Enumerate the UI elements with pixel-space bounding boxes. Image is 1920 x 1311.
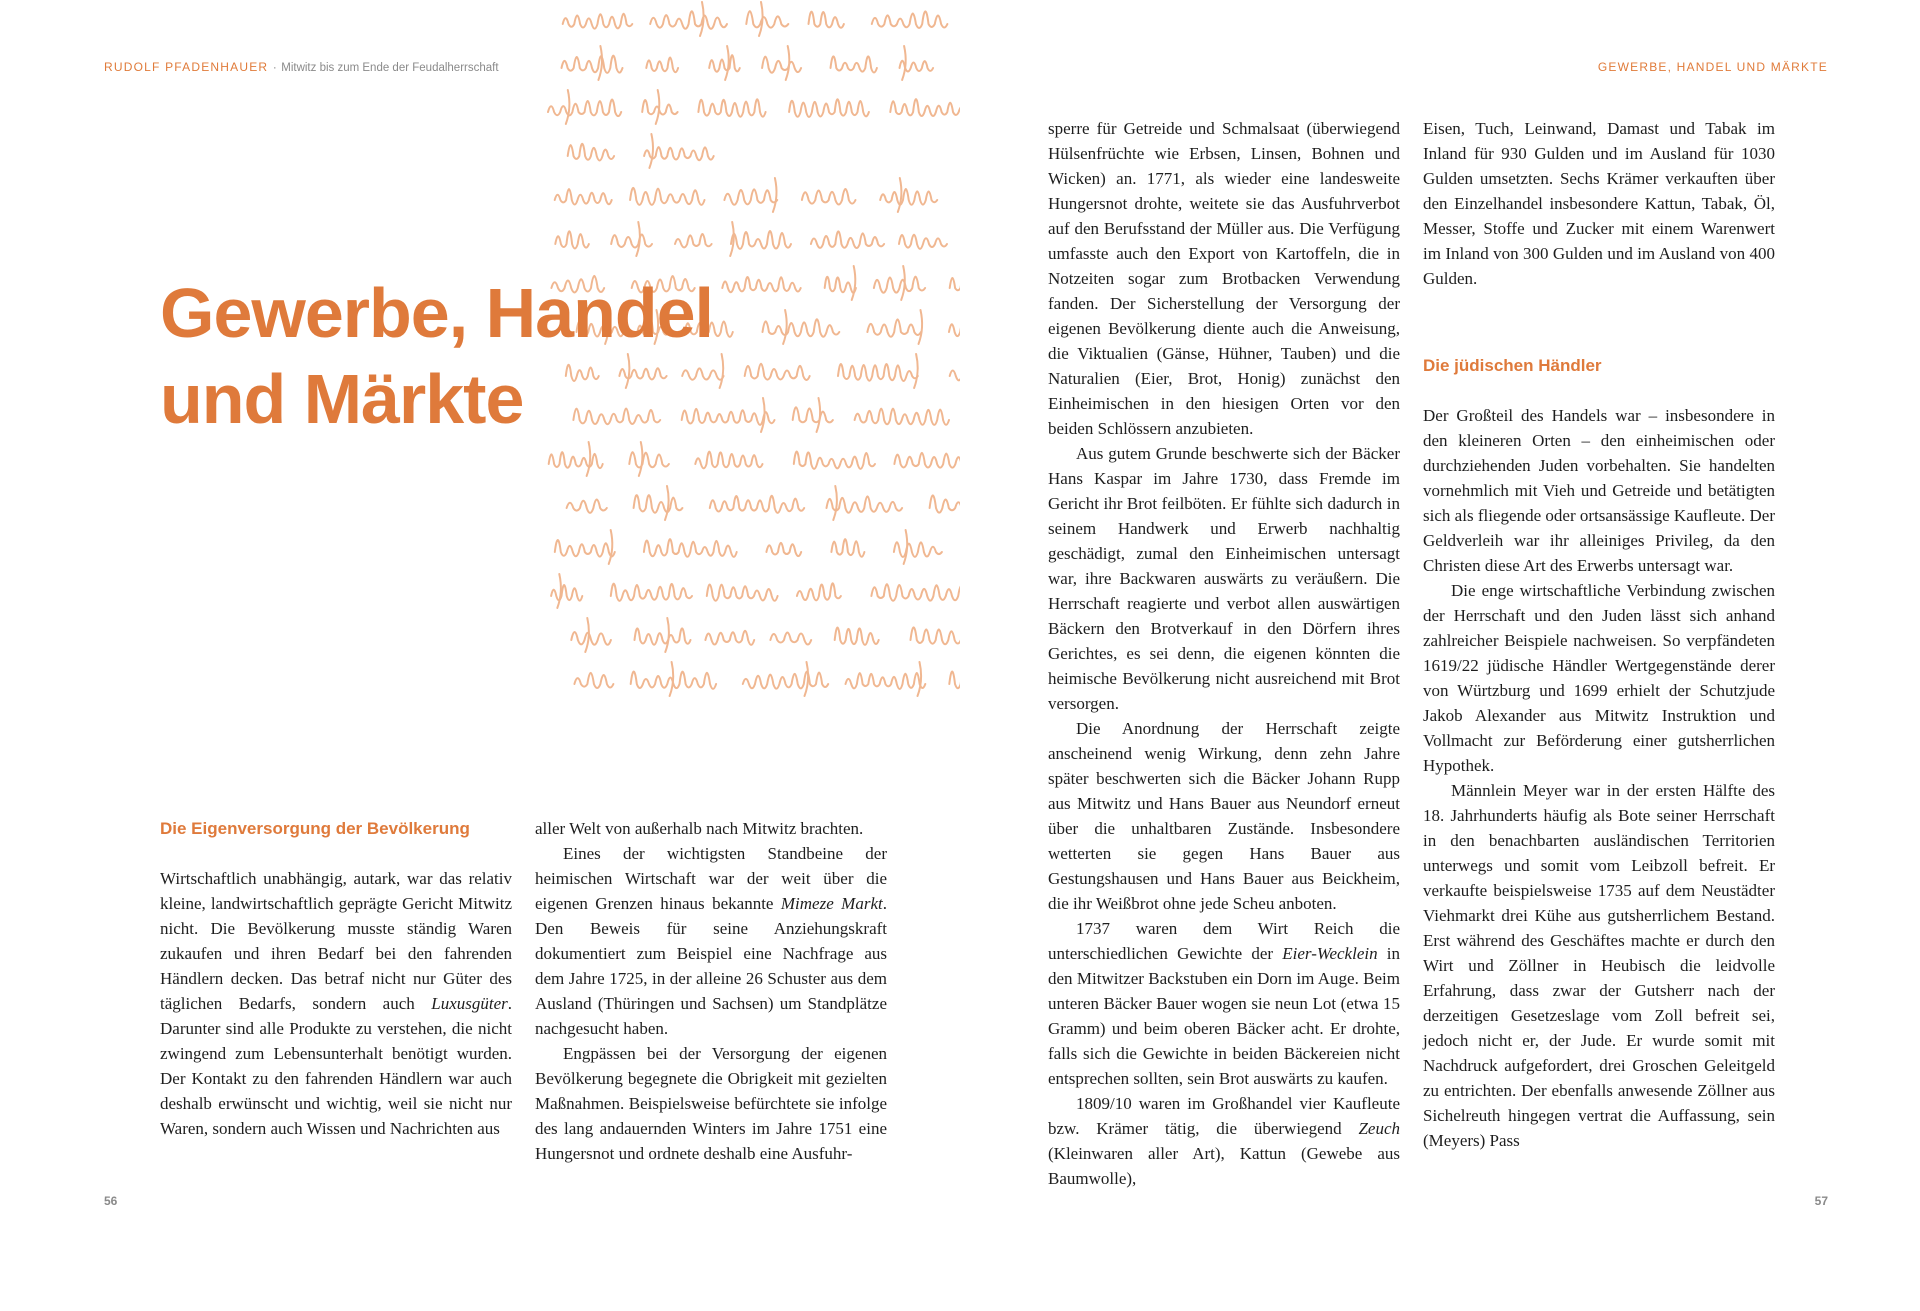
section-heading-juedische-haendler: Die jüdischen Händler [1423,356,1602,375]
handwriting-stroke [766,543,801,556]
handwriting-stroke [695,452,762,469]
handwriting-stroke [825,277,856,293]
right-page [960,0,1920,1311]
handwriting-stroke [646,58,678,73]
handwriting-stroke [574,673,613,688]
handwriting-stroke [838,364,918,381]
handwriting-stroke [746,11,788,28]
handwriting-stroke [731,231,791,249]
handwriting-ascender [759,2,763,36]
handwriting-ascender [761,398,765,432]
handwriting-stroke [563,14,633,29]
handwriting-ascender [665,486,669,520]
handwriting-stroke [899,235,947,249]
paragraph: Die enge wirtschaftliche Verbindung zwischen der Herrschaft und den Juden lässt sich anhand zahlreicher Beispiele nachweisen. So verpfändeten 1619/22 jüdische Händler Wertgegenstände derer von Würtzburg und 1699 erhielt der Schutzjude Jakob Alexander aus Mitwitz Instruktion und Vollmacht zur Beförderung einer gutsherrlichen Hypothek. [1423,581,1775,775]
handwriting-stroke [634,495,683,513]
paragraph: Eisen, Tuch, Leinwand, Damast und Tabak im Inland für 930 Gulden und im Ausland für 1030 Gulden umsetzten. Sechs Krämer verkauften über den Einzelhandel insbesondere Kattun, Tabak, Öl, Messer, Stoffe und Zucker mit einem Warenwert im Inland von 300 Gulden und im Ausland von 400 Gulden. [1423,119,1775,288]
handwriting-stroke [846,673,926,689]
handwriting-stroke [650,11,727,29]
handwriting-stroke [709,55,740,72]
page-number-left: 56 [104,1194,118,1208]
handwriting-ascender [557,574,561,608]
handwriting-stroke [571,632,611,645]
handwriting-stroke [743,672,828,689]
running-head-right: GEWERBE, HANDEL UND MÄRKTE [1597,60,1828,74]
handwriting-stroke [745,364,810,380]
paragraph [1048,1091,1400,1191]
handwriting-stroke [872,11,948,28]
handwriting-stroke [562,56,623,73]
running-head-separator: · [272,62,277,74]
handwriting-stroke [950,275,960,292]
handwriting-ascender [833,486,837,520]
handwriting-stroke [635,628,691,644]
running-head-left [104,60,499,74]
handwriting-stroke [567,499,607,512]
handwriting-stroke [867,319,921,336]
handwriting-stroke [611,584,692,601]
handwriting-ascender [639,442,643,476]
paragraph: sperre für Getreide und Schmalsaat (überwiegend Hülsenfrüchte wie Erbsen, Linsen, Bohnen und Wicken) an. 1771, als wieder eine landesweite Hungersnot drohte, weitete sie das Ausfuhrverbot auf den Berufsstand der Müller aus. Die Verfügung umfasste auch den Export von Kartoffeln, die in Notzeiten sogar zum Brotbacken Verwendung fanden. Der Sicherstellung der Versorgung der eigenen Bevölkerung diente auch die Anweisung, die Viktualien (Gänse, Hühner, Tauben) und die Naturalien (Eier, Brot, Honig) zunächst den Einheimischen in den hiesigen Orten vor den beiden Schlössern anzubieten. [1048,119,1400,438]
handwriting-stroke [811,231,884,248]
text-run: (Kleinwaren aller Art), Kattun (Gewebe aus Baumwolle), [1048,1144,1400,1188]
chapter-title-line-2: und Märkte [160,360,524,438]
page-number-right: 57 [1814,1194,1828,1208]
handwriting-stroke [911,627,961,644]
handwriting-stroke [770,633,811,645]
text-run: Eines der wichtigsten Standbeine der heimischen Wirtschaft war der weit über die eigenen Grenzen hinaus bekannte [535,844,887,913]
handwriting-stroke [880,189,937,205]
emphasis-term: Eier-Wecklein [1282,944,1378,963]
emphasis-term: Zeuch [1358,1119,1400,1138]
handwriting-stroke [611,234,652,247]
paragraph: Die Anordnung der Herrschaft zeigte anscheinend wenig Wirkung, denn zehn Jahre später beschwerten sich die Bäcker Johann Rupp aus Mitwitz und Hans Bauer aus Neundorf erneut über die unhaltbaren Zustände. Insbesondere wetterten sie gegen Hans Bauer aus Gestungshausen und Hans Bauer aus Beickheim, die ihr Weißbrot ohne jede Scheu anboten. [1048,719,1400,913]
handwriting-stroke [724,189,777,204]
handwriting-stroke [855,409,949,425]
handwriting-ascender [725,46,729,80]
handwriting-ascender [904,530,908,564]
text-column-4 [1423,116,1775,1153]
handwriting-stroke [762,57,801,73]
handwriting-stroke [705,631,754,645]
handwriting-stroke [763,319,840,336]
handwriting-stroke [930,495,960,512]
text-run: 1809/10 waren im Großhandel vier Kaufleute bzw. Krämer tätig, die überwiegend [1048,1094,1400,1138]
handwriting-stroke [629,452,669,467]
handwriting-stroke [630,188,704,205]
handwriting-stroke [793,407,833,422]
running-head-book-title: Mitwitz bis zum Ende der Feudalherrschaft [281,62,499,74]
text-run: Wirtschaftlich unabhängig, autark, war das relativ kleine, landwirtschaftlich geprägte Gericht Mitwitz nicht. Die Bevölkerung musste ständig Waren zukaufen und ihren Bedarf bei den fahrenden Händlern decken. Das betraf nicht nur Güter des täglichen Bedarfs, sondern auch [160,869,512,1013]
handwriting-stroke [555,189,612,204]
handwriting-stroke [722,277,800,292]
handwriting-stroke [809,12,844,28]
paragraph [160,866,512,1141]
text-run: 1737 waren dem Wirt Reich die unterschiedlichen Gewichte der [1048,919,1400,963]
handwriting-stroke [871,584,960,601]
handwriting-stroke [794,452,875,469]
paragraph [535,841,887,1041]
chapter-title-line-1: Gewerbe, Handel [160,274,713,352]
handwriting-stroke [644,147,714,160]
handwriting-ascender [898,178,902,212]
handwriting-stroke [707,585,778,601]
handwriting-ascender [636,222,640,256]
emphasis-term: Luxusgüter [431,994,508,1013]
handwriting-stroke [675,234,712,247]
handwriting-stroke [831,56,877,72]
text-run: . Den Beweis für seine Anziehungskraft dokumentiert zum Beispiel eine Nachfrage aus dem Jahre 1725, in der alleine 26 Schuster aus dem Ausland (Thüringen und Sachsen) um Standplätze nachgesucht haben. [535,894,887,1038]
handwriting-stroke [797,583,841,600]
paragraph [1048,916,1400,1091]
text-column-3 [1048,116,1400,1191]
paragraph: Männlein Meyer war in der ersten Hälfte des 18. Jahrhunderts häufig als Bote seiner Herrschaft in den benachbarten ausländischen Territorien unterwegs und somit vom Leibzoll befreit. Er verkaufte beispielsweise 1735 auf dem Neustädter Viehmarkt drei Kühe aus gutsherrlichem Bestand. Erst während des Geschäftes machte er durch den Wirt und Zöllner in Heubisch die leidvolle Erfahrung, dass zwar der Gutsherr nach der derzeitigen Gesetzeslage vom Zoll befreit sei, jedoch nicht er, der Jude. Er wurde somit mit Nachdruck aufgefordert, drei Groschen Geleitgeld zu entrichten. Der ebenfalls anwesende Zöllner aus Sichelreuth hingegen vertrat die Auffassung, sein (Meyers) Pass [1423,781,1775,1150]
section-heading-eigenversorgung: Die Eigenversorgung der Bevölkerung [160,819,470,838]
handwriting-stroke [549,452,603,468]
handwriting-ascender [786,46,790,80]
handwriting-ascender [773,178,777,212]
paragraph: Der Großteil des Handels war – insbesondere in den kleineren Orten – den einheimischen oder durchziehenden Juden vorbehalten. Sie handelten vornehmlich mit Vieh und Getreide und betätigten sich als fliegende oder ortsansässige Kaufleute. Der Geldverleih war ihr alleiniges Privileg, da den Christen diese Art des Erwerbs untersagt war. [1423,406,1775,575]
paragraph: Engpässen bei der Versorgung der eigenen Bevölkerung begegnete die Obrigkeit mit gezielten Maßnahmen. Beispielsweise befürchtete sie infolge des lang andauernden Winters im Jahre 1751 eine Hungersnot und ordnete deshalb eine Ausfuhr- [535,1044,887,1163]
text-run: in den Mitwitzer Backstuben ein Dorn im Auge. Beim unteren Bäcker Bauer wogen sie neun Lot (etwa 15 Gramm) und beim oberen Bäcker acht. Er drohte, falls sich die Gewichte in beiden Bäckereien nicht entsprechen sollten, sein Brot auswärts zu kaufen. [1048,944,1400,1088]
handwriting-ascender [817,398,821,432]
handwriting-ascender [783,310,787,344]
handwriting-stroke [950,364,960,381]
handwriting-stroke [551,585,582,601]
handwriting-stroke [949,321,960,337]
handwriting-stroke [568,144,614,161]
handwriting-stroke [802,189,856,204]
handwriting-stroke [555,540,615,557]
handwriting-ascender [566,90,570,124]
handwriting-ascender [720,354,724,388]
text-column-2 [535,816,887,1166]
handwriting-ascender [852,266,856,300]
text-column-1 [160,816,512,1141]
handwriting-stroke [548,100,621,117]
handwriting-ascender [665,618,669,652]
handwriting-ascender [914,354,918,388]
handwriting-stroke [698,99,765,116]
running-head-author: RUDOLF PFADENHAUER [104,60,269,74]
handwriting-stroke [555,231,589,248]
handwriting-stroke [874,277,925,293]
handwriting-stroke [831,539,864,557]
emphasis-term: Mimeze Markt [780,894,883,913]
handwriting-stroke [644,539,737,557]
handwriting-stroke [890,99,960,117]
handwriting-stroke [894,453,960,468]
handwriting-stroke [894,542,942,557]
handwriting-ascender [919,310,923,344]
paragraph: aller Welt von außerhalb nach Mitwitz brachten. [535,819,864,838]
handwriting-ascender [649,134,653,168]
handwriting-ascender [587,442,591,476]
handwriting-stroke [835,628,879,645]
handwriting-stroke [710,496,804,513]
handwriting-ascender [901,266,905,300]
handwriting-ascender [609,530,613,564]
text-run: . Darunter sind alle Produkte zu verstehen, die nicht zwingend zum Lebensunterhalt benötigt wurden. Der Kontakt zu den fahrenden Händlern war auch deshalb erwünscht und wichtig, weil sie nicht nur Waren, sondern auch Wissen und Nachrichten aus [160,994,512,1138]
chapter-title [160,270,713,442]
handwriting-stroke [949,671,960,688]
paragraph: Aus gutem Grunde beschwerte sich der Bäcker Hans Kaspar im Jahre 1730, dass Fremde im Gericht ihr Brot feilböten. Er fühlte sich dadurch in seinem Handwerk und Erwerb nachhaltig geschädigt, zumal den Einheimischen untersagt war, ihre Backwaren auswärts zu veräußern. Die Herrschaft reagierte und verbot allen auswärtigen Bäckern den Brotverkauf in den Dörfern ihres Gerichtes, es sei denn, die eigenen könnten die heimische Bevölkerung nicht ausreichend mit Brot versorgen. [1048,444,1400,713]
handwriting-stroke [789,99,869,117]
